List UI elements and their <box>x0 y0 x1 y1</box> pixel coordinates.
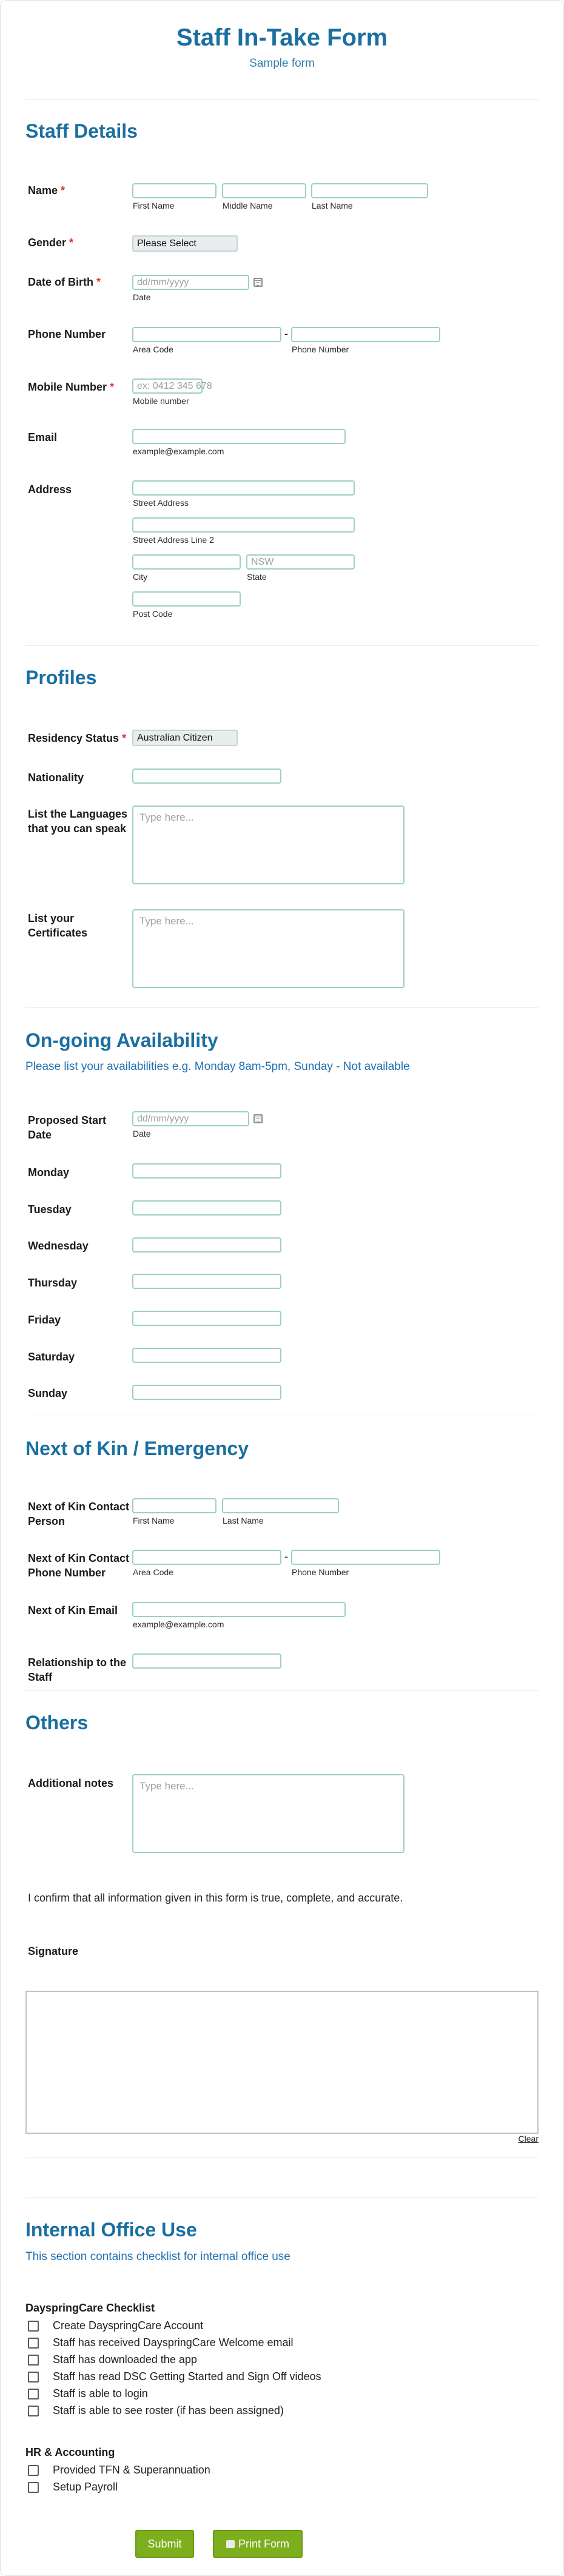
confirmation-text: I confirm that all information given in this form is true, complete, and accurate. <box>28 1892 403 1904</box>
day-label-monday: Monday <box>28 1166 70 1179</box>
start-date-sublabel: Date <box>133 1129 151 1138</box>
checkbox[interactable] <box>28 2355 39 2366</box>
dob-sublabel: Date <box>133 292 151 302</box>
kin-phone-label: Next of Kin Contact Phone Number <box>28 1552 130 1579</box>
checkbox[interactable] <box>28 2389 39 2399</box>
kin-area-code-input[interactable] <box>132 1550 281 1565</box>
calendar-icon[interactable] <box>253 278 263 287</box>
street-address-input[interactable] <box>132 480 355 496</box>
kin-contact-label: Next of Kin Contact Person <box>28 1501 130 1527</box>
nationality-input[interactable] <box>132 768 281 784</box>
form-title: Staff In-Take Form <box>176 24 388 51</box>
hr-heading: HR & Accounting <box>25 2446 115 2458</box>
first-name-input[interactable] <box>132 183 217 198</box>
last-name-input[interactable] <box>311 183 428 198</box>
checkbox-label[interactable]: Provided TFN & Superannuation <box>53 2464 210 2476</box>
post-code-sublabel: Post Code <box>133 609 173 619</box>
area-code-sublabel: Area Code <box>133 345 173 354</box>
relationship-input[interactable] <box>132 1653 281 1669</box>
area-code-input[interactable] <box>132 327 281 342</box>
mobile-sublabel: Mobile number <box>133 396 189 406</box>
section-heading-others: Others <box>25 1712 89 1734</box>
clear-signature-link[interactable]: Clear <box>518 2134 539 2144</box>
kin-phone-number-sublabel: Phone Number <box>292 1567 349 1577</box>
availability-note: Please list your availabilities e.g. Monday 8am-5pm, Sunday - Not available <box>25 1060 410 1073</box>
kin-last-name-input[interactable] <box>222 1498 339 1513</box>
phone-dash: - <box>284 1550 288 1562</box>
day-input-wednesday[interactable] <box>132 1237 281 1253</box>
checkbox[interactable] <box>28 2465 39 2476</box>
section-heading-availability: On-going Availability <box>25 1029 218 1051</box>
signature-pad[interactable] <box>25 1991 539 2134</box>
day-input-monday[interactable] <box>132 1163 281 1179</box>
day-input-sunday[interactable] <box>132 1385 281 1400</box>
checklist-heading: DayspringCare Checklist <box>25 2302 155 2314</box>
kin-first-name-sublabel: First Name <box>133 1516 175 1525</box>
state-sublabel: State <box>247 572 267 582</box>
day-label-wednesday: Wednesday <box>28 1240 89 1252</box>
checkbox[interactable] <box>28 2338 39 2349</box>
section-heading-kin: Next of Kin / Emergency <box>25 1438 249 1459</box>
form-subtitle: Sample form <box>249 57 315 70</box>
checkbox-label[interactable]: Create DayspringCare Account <box>53 2319 204 2332</box>
checkbox-label[interactable]: Staff has received DayspringCare Welcome email <box>53 2336 294 2349</box>
kin-area-code-sublabel: Area Code <box>133 1567 173 1577</box>
day-input-friday[interactable] <box>132 1311 281 1326</box>
checkbox-label[interactable]: Setup Payroll <box>53 2481 118 2493</box>
day-label-thursday: Thursday <box>28 1277 78 1289</box>
phone-dash: - <box>284 328 288 340</box>
languages-textarea[interactable]: Type here... <box>132 805 405 884</box>
street-address-2-sublabel: Street Address Line 2 <box>133 535 214 545</box>
kin-first-name-input[interactable] <box>132 1498 217 1513</box>
phone-label: Phone Number <box>28 328 106 340</box>
checkbox-label[interactable]: Staff is able to see roster (if has been assigned) <box>53 2404 284 2416</box>
middle-name-input[interactable] <box>222 183 306 198</box>
section-heading-profiles: Profiles <box>25 667 97 688</box>
name-label: Name * <box>28 184 65 197</box>
dob-input[interactable]: dd/mm/yyyy <box>132 275 249 290</box>
section-heading-office: Internal Office Use <box>25 2219 197 2241</box>
day-label-tuesday: Tuesday <box>28 1203 72 1216</box>
email-label: Email <box>28 431 58 443</box>
office-note: This section contains checklist for internal office use <box>25 2250 290 2263</box>
residency-label: Residency Status * <box>28 732 127 744</box>
gender-select[interactable]: Please Select <box>132 235 238 252</box>
street-address-2-input[interactable] <box>132 517 355 533</box>
gender-label: Gender * <box>28 237 74 249</box>
checkbox[interactable] <box>28 2482 39 2493</box>
checkbox[interactable] <box>28 2372 39 2383</box>
nationality-label: Nationality <box>28 772 84 784</box>
street-address-sublabel: Street Address <box>133 498 189 508</box>
additional-notes-textarea[interactable]: Type here... <box>132 1774 405 1853</box>
print-form-button[interactable] <box>213 2530 303 2558</box>
email-sublabel: example@example.com <box>133 446 224 456</box>
certificates-label: List your Certificates <box>28 912 88 939</box>
kin-email-sublabel: example@example.com <box>133 1619 224 1629</box>
additional-notes-label: Additional notes <box>28 1777 113 1789</box>
mobile-label: Mobile Number * <box>28 381 115 393</box>
signature-label: Signature <box>28 1945 79 1957</box>
last-name-sublabel: Last Name <box>312 201 353 210</box>
divider <box>25 645 539 646</box>
printer-icon <box>226 2540 235 2548</box>
day-label-saturday: Saturday <box>28 1351 75 1363</box>
relationship-label: Relationship to the Staff <box>28 1656 126 1683</box>
day-input-saturday[interactable] <box>132 1348 281 1363</box>
middle-name-sublabel: Middle Name <box>223 201 273 210</box>
kin-last-name-sublabel: Last Name <box>223 1516 264 1525</box>
day-label-sunday: Sunday <box>28 1387 68 1399</box>
start-date-input[interactable]: dd/mm/yyyy <box>132 1111 249 1126</box>
city-input[interactable] <box>132 554 241 570</box>
dob-label: Date of Birth * <box>28 276 101 288</box>
day-input-thursday[interactable] <box>132 1274 281 1289</box>
submit-button[interactable]: Submit <box>135 2530 194 2558</box>
divider <box>25 99 539 100</box>
certificates-textarea[interactable]: Type here... <box>132 909 405 988</box>
checkbox-label[interactable]: Staff is able to login <box>53 2387 148 2399</box>
divider <box>25 1007 539 1008</box>
kin-email-label: Next of Kin Email <box>28 1604 118 1616</box>
first-name-sublabel: First Name <box>133 201 175 210</box>
address-label: Address <box>28 483 72 496</box>
checkbox[interactable] <box>28 2321 39 2332</box>
kin-phone-number-input[interactable] <box>291 1550 440 1565</box>
residency-select[interactable]: Australian Citizen <box>132 730 238 746</box>
kin-email-input[interactable] <box>132 1602 346 1617</box>
print-form-label: Print Form <box>238 2538 289 2550</box>
section-heading-staff-details: Staff Details <box>25 120 138 142</box>
post-code-input[interactable] <box>132 591 241 607</box>
day-label-friday: Friday <box>28 1314 61 1326</box>
calendar-icon[interactable] <box>253 1114 263 1123</box>
phone-number-input[interactable] <box>291 327 440 342</box>
checkbox-label[interactable]: Staff has downloaded the app <box>53 2353 197 2366</box>
state-input[interactable]: NSW <box>246 554 355 570</box>
city-sublabel: City <box>133 572 148 582</box>
checkbox-label[interactable]: Staff has read DSC Getting Started and Sign Off videos <box>53 2370 321 2383</box>
divider <box>25 1690 539 1691</box>
email-input[interactable] <box>132 429 346 444</box>
languages-label: List the Languages that you can speak <box>28 808 128 835</box>
mobile-input[interactable]: ex: 0412 345 678 <box>132 378 203 394</box>
phone-number-sublabel: Phone Number <box>292 345 349 354</box>
checkbox[interactable] <box>28 2406 39 2416</box>
day-input-tuesday[interactable] <box>132 1200 281 1216</box>
start-date-label: Proposed Start Date <box>28 1114 107 1141</box>
